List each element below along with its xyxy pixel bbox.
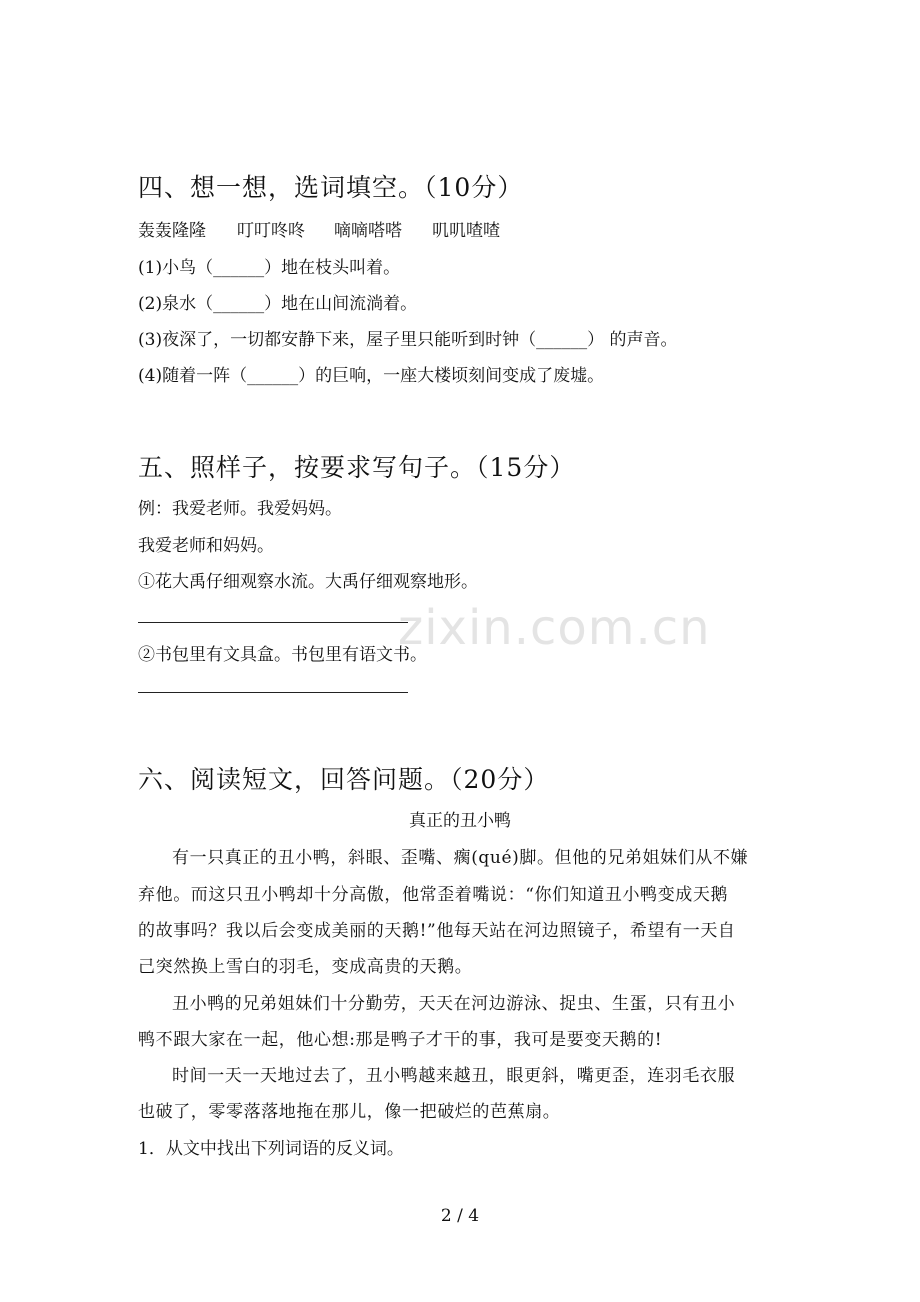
passage-line: 鸭不跟大家在一起，他心想:那是鸭子才干的事，我可是要变天鹅的! (138, 1030, 663, 1050)
reading-question-1: 1．从文中找出下列词语的反义词。 (138, 1139, 404, 1159)
passage-line: 丑小鸭的兄弟姐妹们十分勤劳，天天在河边游泳、捉虫、生蛋，只有丑小 (172, 994, 736, 1014)
section4-heading: 四、想一想，选词填空。（10分） (138, 173, 524, 202)
word-choice-3: 嘀嘀嗒嗒 (334, 221, 402, 241)
passage-line: 弃他。而这只丑小鸭却十分高傲，他常歪着嘴说：“你们知道丑小鸭变成天鹅 (138, 885, 729, 905)
word-choice-4: 叽叽喳喳 (432, 221, 500, 241)
word-choice-2: 叮叮咚咚 (237, 221, 305, 241)
fill-question-3: (3)夜深了，一切都安静下来，屋子里只能听到时钟（______） 的声音。 (138, 330, 678, 350)
watermark: zixin.com.cn (398, 600, 711, 656)
passage-title: 真正的丑小鸭 (409, 811, 511, 831)
passage-line: 有一只真正的丑小鸭，斜眼、歪嘴、瘸(qué)脚。但他的兄弟姐妹们从不嫌 (172, 848, 749, 868)
fill-question-2: (2)泉水（______）地在山间流淌着。 (138, 294, 418, 314)
answer-line-2 (138, 692, 408, 693)
section6-heading: 六、阅读短文，回答问题。（20分） (138, 765, 550, 794)
passage-line: 也破了，零零落落地拖在那儿，像一把破烂的芭蕉扇。 (138, 1102, 561, 1122)
fill-question-1: (1)小鸟（______）地在枝头叫着。 (138, 258, 401, 278)
rewrite-question-1: ①花大禹仔细观察水流。大禹仔细观察地形。 (138, 572, 478, 592)
word-choice-1: 轰轰隆隆 (138, 221, 206, 241)
example-sentence-1: 例：我爱老师。我爱妈妈。 (138, 499, 342, 519)
answer-line-1 (138, 622, 408, 623)
example-sentence-2: 我爱老师和妈妈。 (138, 536, 274, 556)
passage-line: 的故事吗？我以后会变成美丽的天鹅!”他每天站在河边照镜子，希望有一天自 (138, 921, 736, 941)
section5-heading: 五、照样子，按要求写句子。（15分） (138, 453, 576, 482)
rewrite-question-2: ②书包里有文具盒。书包里有语文书。 (138, 645, 427, 665)
passage-line: 时间一天一天地过去了，丑小鸭越来越丑，眼更斜，嘴更歪，连羽毛衣服 (172, 1066, 736, 1086)
fill-question-4: (4)随着一阵（______）的巨响，一座大楼顷刻间变成了废墟。 (138, 366, 605, 386)
page-number: 2 / 4 (440, 1206, 480, 1226)
passage-line: 己突然换上雪白的羽毛，变成高贵的天鹅。 (138, 957, 473, 977)
